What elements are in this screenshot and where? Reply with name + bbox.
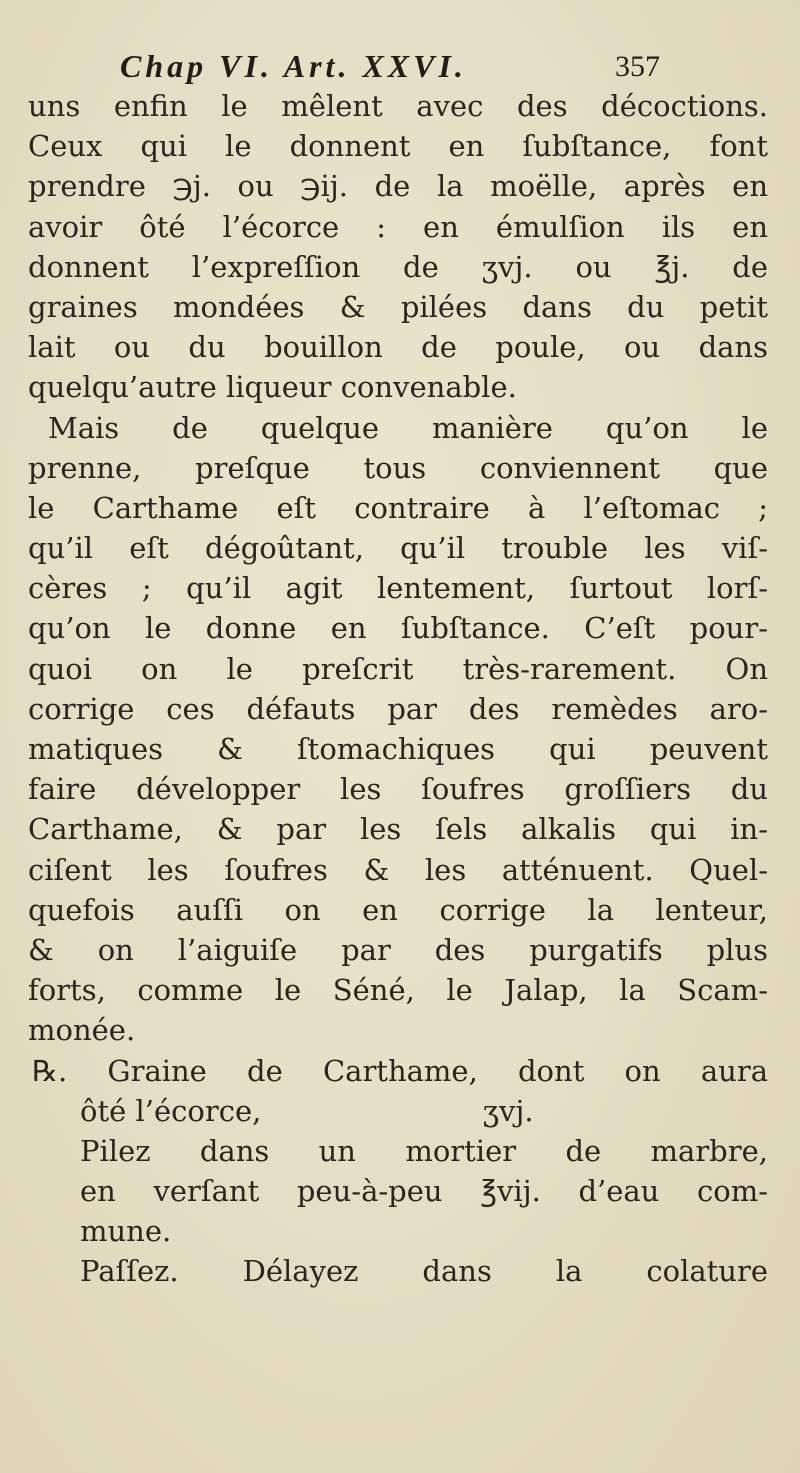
text-line: prenne, preſque tous conviennent que [28, 450, 768, 485]
text-line: qu’il eſt dégoûtant, qu’il trouble les viſ- [28, 531, 768, 566]
text-line: matiques & ſtomachiques qui peuvent [28, 732, 768, 766]
text-line: graines mondées & pilées dans du petit [28, 289, 768, 324]
text-line: uns enfin le mêlent avec des décoctions. [28, 89, 768, 123]
text-line: faire développer les ſoufres groſſiers du [28, 772, 768, 807]
text-line: monée. [28, 1013, 136, 1048]
text-line: ciſent les ſoufres & les atténuent. Quel- [28, 852, 768, 887]
recipe-line: Paſſez. Délayez dans la colature [80, 1254, 768, 1289]
text-line: Mais de quelque manière qu’on le [48, 410, 768, 445]
recipe-line: mune. [80, 1214, 172, 1249]
text-line: corrige ces défauts par des remèdes aro- [28, 691, 768, 726]
recipe-line: Pilez dans un mortier de marbre, [80, 1133, 768, 1168]
text-line: Carthame, & par les ſels alkalis qui in- [28, 812, 768, 847]
text-line: & on l’aiguiſe par des purgatifs plus [28, 932, 768, 967]
text-line: le Carthame eſt contraire à l’eſtomac ; [28, 490, 768, 525]
text-line: cères ; qu’il agit lentement, ſurtout lorſ- [28, 571, 768, 606]
recipe-line: ℞. Graine de Carthame, dont on aura [32, 1053, 768, 1088]
body-text [28, 86, 768, 1292]
text-line: lait ou du bouillon de poule, ou dans [28, 330, 768, 365]
page-number: 357 [615, 50, 660, 83]
text-line: donnent l’expreſſion de ʒvj. ou ℥j. de [28, 249, 768, 284]
text-line: qu’on le donne en ſubſtance. C’eſt pour- [28, 611, 768, 646]
text-line: quefois auſſi on en corrige la lenteur, [28, 892, 768, 927]
recipe-line: en verſant peu-à-peu ℥vij. d’eau com- [80, 1174, 768, 1209]
text-line: forts, comme le Séné, le Jalap, la Scam- [28, 973, 768, 1008]
text-line: prendre ℈j. ou ℈ij. de la moëlle, après en [28, 169, 768, 204]
text-line: quelqu’autre liqueur convenable. [28, 370, 517, 405]
text-line: avoir ôté l’écorce : en émulſion ils en [28, 209, 768, 244]
text-line: Ceux qui le donnent en ſubſtance, font [28, 129, 768, 164]
running-head-title: Chap VI. Art. XXVI. [120, 48, 467, 84]
text-line: quoi on le preſcrit très-rarement. On [28, 651, 768, 686]
recipe-line: ôté l’écorce, ʒvj. [80, 1093, 534, 1128]
